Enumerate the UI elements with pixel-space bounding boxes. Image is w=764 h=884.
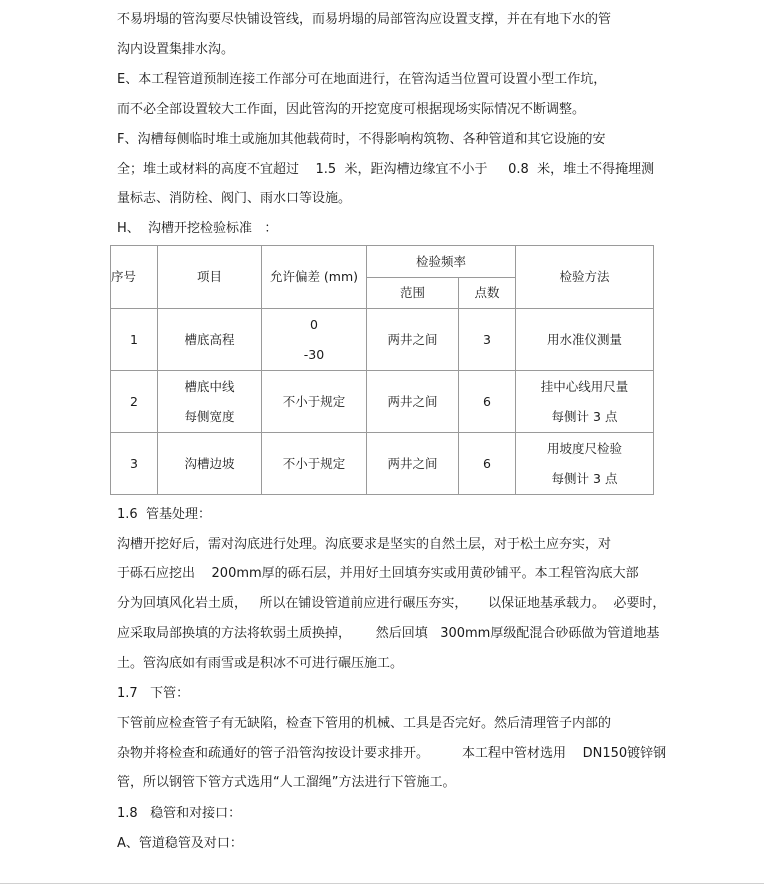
text-line: 沟内设置集排水沟。: [117, 42, 235, 57]
cell-item-line: 槽底高程: [184, 331, 235, 347]
cell-tolerance-line: 0: [310, 316, 318, 332]
header-frequency: 检验频率: [367, 246, 516, 278]
cell-method-line: 用水准仪测量: [546, 331, 622, 347]
section-heading: 1.8 稳管和对接口：: [117, 806, 242, 821]
table-caption: H、 沟槽开挖检验标准 ：: [117, 221, 278, 236]
text-line: 不易坍塌的管沟要尽快铺设管线，而易坍塌的局部管沟应设置支撑，并在有地下水的管: [117, 12, 612, 27]
cell-seq: 3: [111, 433, 158, 495]
text-line: 沟槽开挖好后，需对沟底进行处理。沟底要求是坚实的自然土层，对于松土应夯实，对: [117, 537, 612, 552]
text-line: 下管前应检查管子有无缺陷，检查下管用的机械、工具是否完好。然后清理管子内部的: [117, 716, 612, 731]
cell-tolerance: [262, 309, 367, 371]
header-points: 点数: [459, 278, 516, 309]
cell-tolerance: [262, 371, 367, 433]
cell-range: 两井之间: [367, 309, 459, 371]
text-line: 量标志、消防栓、阀门、雨水口等设施。: [117, 191, 352, 206]
cell-points: 6: [459, 371, 516, 433]
cell-method-line: 用坡度尺检验: [546, 440, 622, 456]
cell-method-line: 每侧计 3 点: [551, 408, 618, 424]
table-row: [111, 371, 654, 433]
text-line: F、沟槽每侧临时堆土或施加其他载荷时，不得影响构筑物、各种管道和其它设施的安: [117, 132, 606, 147]
header-range: 范围: [367, 278, 459, 309]
cell-item-line: 槽底中线: [184, 378, 235, 394]
cell-item: [158, 371, 262, 433]
cell-method: [516, 309, 654, 371]
text-line: 全；堆土或材料的高度不宜超过 1.5 米，距沟槽边缘宜不小于 0.8 米，堆土不得掩埋测: [117, 162, 655, 177]
cell-tolerance: [262, 433, 367, 495]
cell-method: [516, 371, 654, 433]
header-item: 项目: [158, 246, 262, 309]
cell-seq: 1: [111, 309, 158, 371]
cell-method: [516, 433, 654, 495]
cell-method-line: 每侧计 3 点: [551, 470, 618, 486]
cell-tolerance-line: -30: [303, 346, 325, 362]
cell-tolerance-line: 不小于规定: [282, 455, 346, 471]
text-line: 土。管沟底如有雨雪或是积冰不可进行碾压施工。: [117, 656, 404, 671]
text-line: 管，所以钢管下管方式选用“人工溜绳”方法进行下管施工。: [117, 775, 456, 790]
text-line: A、管道稳管及对口：: [117, 836, 243, 851]
header-method: 检验方法: [516, 246, 654, 309]
cell-item: [158, 433, 262, 495]
cell-points: 6: [459, 433, 516, 495]
cell-item: [158, 309, 262, 371]
cell-range: 两井之间: [367, 433, 459, 495]
text-line: 分为回填风化岩土质， 所以在铺设管道前应进行碾压夯实， 以保证地基承载力。 必要时，: [117, 596, 666, 611]
cell-method-line: 挂中心线用尺量: [540, 378, 629, 394]
table-row: [111, 309, 654, 371]
header-seq: 序号: [111, 246, 158, 309]
text-line: 于砾石应挖出 200mm厚的砾石层，并用好土回填夯实或用黄砂铺平。本工程管沟底大部: [117, 566, 639, 581]
text-line: 应采取局部换填的方法将软弱土质换掉， 然后回填 300mm厚级配混合砂砾做为管道地基: [117, 626, 660, 641]
cell-item-line: 沟槽边坡: [184, 455, 235, 471]
cell-tolerance-line: 不小于规定: [282, 393, 346, 409]
section-heading: 1.6 管基处理：: [117, 507, 211, 522]
text-line: E、本工程管道预制连接工作部分可在地面进行，在管沟适当位置可设置小型工作坑，: [117, 72, 607, 87]
cell-item-line: 每侧宽度: [184, 408, 235, 424]
table-row: [111, 433, 654, 495]
cell-points: 3: [459, 309, 516, 371]
text-line: 而不必全部设置较大工作面，因此管沟的开挖宽度可根据现场实际情况不断调整。: [117, 102, 586, 117]
text-line: 杂物并将检查和疏通好的管子沿管沟按设计要求排开。 本工程中管材选用 DN150镀锌钢: [117, 746, 667, 761]
cell-range: 两井之间: [367, 371, 459, 433]
cell-seq: 2: [111, 371, 158, 433]
section-heading: 1.7 下管：: [117, 686, 190, 701]
header-tolerance: 允许偏差 (mm): [262, 246, 367, 309]
inspection-table: [110, 245, 654, 495]
